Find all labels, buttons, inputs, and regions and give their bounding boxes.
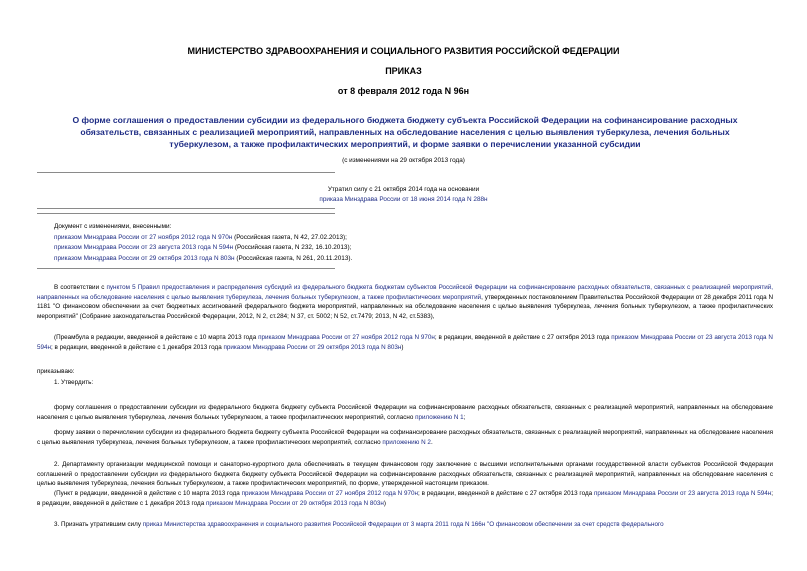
appendix-2-link[interactable]: приложению N 2 [382, 438, 431, 446]
clause-3: 3. Признать утратившим силу приказ Министерства здравоохранения и социального развития Российской Федерации от 3 марта 2011 года N 166н "О финансовом обеспечении за счет средств федерального [54, 521, 664, 528]
revision-link-803n[interactable]: приказом Минздрава России от 29 октября 2013 года N 803н [205, 499, 384, 507]
amendment-link-970n[interactable]: приказом Минздрава России от 27 ноября 2012 года N 970н [54, 233, 233, 241]
approve-clause: 1. Утвердить: [54, 379, 94, 386]
amendment-link-803n[interactable]: приказом Минздрава России от 29 октября 2013 года N 803н [54, 254, 235, 262]
revision-link-594n[interactable]: приказом Минздрава России от 23 августа 2013 года N 594н [37, 334, 773, 351]
ministry-heading: МИНИСТЕРСТВО ЗДРАВООХРАНЕНИЯ И СОЦИАЛЬНОГО РАЗВИТИЯ РОССИЙСКОЙ ФЕДЕРАЦИИ [187, 46, 620, 56]
document-type: ПРИКАЗ [385, 66, 422, 76]
divider [37, 268, 335, 269]
revision-link-803n[interactable]: приказом Минздрава России от 29 октября 2013 года N 803н [223, 343, 402, 351]
lost-force-notice [0, 185, 807, 205]
appendix-1-link[interactable]: приложению N 1 [415, 413, 464, 421]
approve-form-1: форму соглашения о предоставлении субсидии из федерального бюджета бюджету субъекта Российской Федерации на софинансирование расходных обязательств, связанных с реализацией мероприятий, направленных на обследование населения с целью выявления туберкулеза, лечения больных туберкулезом, а также профилактических мероприятий, согласно приложению N 1; [37, 404, 773, 421]
amendment-link-594n[interactable]: приказом Минздрава России от 23 августа 2013 года N 594н [54, 244, 234, 251]
revision-link-594n[interactable]: приказом Минздрава России от 23 августа 2013 года N 594н [593, 490, 772, 497]
amending-documents-list [54, 222, 454, 264]
divider [37, 213, 335, 214]
rules-point-5-link[interactable]: пунктом 5 Правил предоставления и распределения субсидий из федерального бюджета бюджетам субъектов Российской Федерации на софинансирование расходных обязательств, связанных с реализацией мероприятий, направленных на обследование населения с целью выявления туберкулеза, лечения больных туберкулезом, а также профилактических мероприятий [37, 284, 774, 301]
clause-2-revision-note: (Пункт в редакции, введенной в действие с 10 марта 2013 года приказом Минздрава России от 27 ноября 2012 года N 970н; в редакции, введенной в действие с 27 октября 2013 года приказом Минздрава России от 23 августа 2013 года N 594н; в редакции, введенной в действие с 1 декабря 2013 года приказом Минздрава России от 29 октября 2013 года N 803н) [37, 490, 773, 507]
revision-link-970n[interactable]: приказом Минздрава России от 27 ноября 2012 года N 970н [241, 490, 419, 497]
divider [37, 172, 335, 173]
clause-2: 2. Департаменту организации медицинской помощи и санаторно-курортного дела обеспечивать в текущем финансовом году заключение с высшими исполнительными органами государственной власти субъектов Российской Федерации соглашений о предоставлении субсидии из федерального бюджета бюджету субъекта Российской Федерации на софинансирование расходных обязательств, связанных с реализацией мероприятий, направленных на обследование населения с целью выявления туберкулеза, лечения больных туберкулезом, а также профилактических мероприятий, по форме, утвержденной настоящим приказом. [37, 461, 773, 487]
preamble-revision-note: (Преамбула в редакции, введенной в действие с 10 марта 2013 года приказом Минздрава России от 27 ноября 2012 года N 970н; в редакции, введенной в действие с 27 октября 2013 года приказом Минздрава России от 23 августа 2013 года N 594н; в редакции, введенной в действие с 1 декабря 2013 года приказом Минздрава России от 29 октября 2013 года N 803н) [37, 334, 773, 351]
lost-force-text: Утратил силу с 21 октября 2014 года на основании [327, 186, 480, 193]
lost-force-link[interactable]: приказа Минздрава России от 18 июня 2014 года N 288н [319, 196, 488, 203]
approve-form-2: форму заявки о перечислении субсидии из федерального бюджета бюджету субъекта Российской Федерации на софинансирование расходных обязательств, связанных с реализацией мероприятий, направленных на обследование населения с целью выявления туберкулеза, лечения больных туберкулезом, а также профилактических мероприятий, согласно приложению N 2. [37, 429, 773, 446]
list-item: приказом Минздрава России от 29 октября 2013 года N 803н (Российская газета, N 261, 20.11.2013). [54, 254, 353, 262]
preamble-paragraph: В соответствии с пунктом 5 Правил предоставления и распределения субсидий из федерального бюджета бюджетам субъектов Российской Федерации на софинансирование расходных обязательств, связанных с реализацией мероприятий, направленных на обследование населения с целью выявления туберкулеза, лечения больных туберкулезом, а также профилактических мероприятий, утвержденных постановлением Правительства Российской Федерации от 28 декабря 2011 года N 1181 "О финансовом обеспечении за счет бюджетных ассигнований федерального бюджета мероприятий, направленных на обследование населения с целью выявления туберкулеза, лечения больных туберкулезом, а также профилактических мероприятий" (Собрание законодательства Российской Федерации, 2012, N 2, ст.284; N 37, ст. 5002; N 52, ст.7479; 2013, N 42, ст.5383), [37, 284, 774, 320]
list-item: приказом Минздрава России от 23 августа 2013 года N 594н (Российская газета, N 232, 16.10.2013); [54, 244, 352, 251]
document-title: О форме соглашения о предоставлении субсидии из федерального бюджета бюджету субъекта Российской Федерации на софинансирование расходных обязательств, связанных с реализацией мероприятий, направленных на обследование населения с целью выявления туберкулеза, лечения больных туберкулезом, а также профилактических мероприятий, и форме заявки о перечислении указанной субсидии [72, 115, 738, 149]
repealed-order-link[interactable]: приказ Министерства здравоохранения и социального развития Российской Федерации от 3 марта 2011 года N 166н "О финансовом обеспечении за счет средств федерального [142, 521, 664, 528]
amendments-note: (с изменениями на 29 октября 2013 года) [342, 157, 465, 164]
revision-link-970n[interactable]: приказом Минздрава России от 27 ноября 2012 года N 970н [258, 334, 435, 341]
order-word: приказываю: [37, 368, 75, 375]
amending-documents-intro: Документ с изменениями, внесенными: [54, 223, 172, 230]
list-item: приказом Минздрава России от 27 ноября 2012 года N 970н (Российская газета, N 42, 27.02.2013); [54, 233, 347, 241]
divider [37, 208, 335, 209]
document-date-number: от 8 февраля 2012 года N 96н [337, 86, 470, 96]
